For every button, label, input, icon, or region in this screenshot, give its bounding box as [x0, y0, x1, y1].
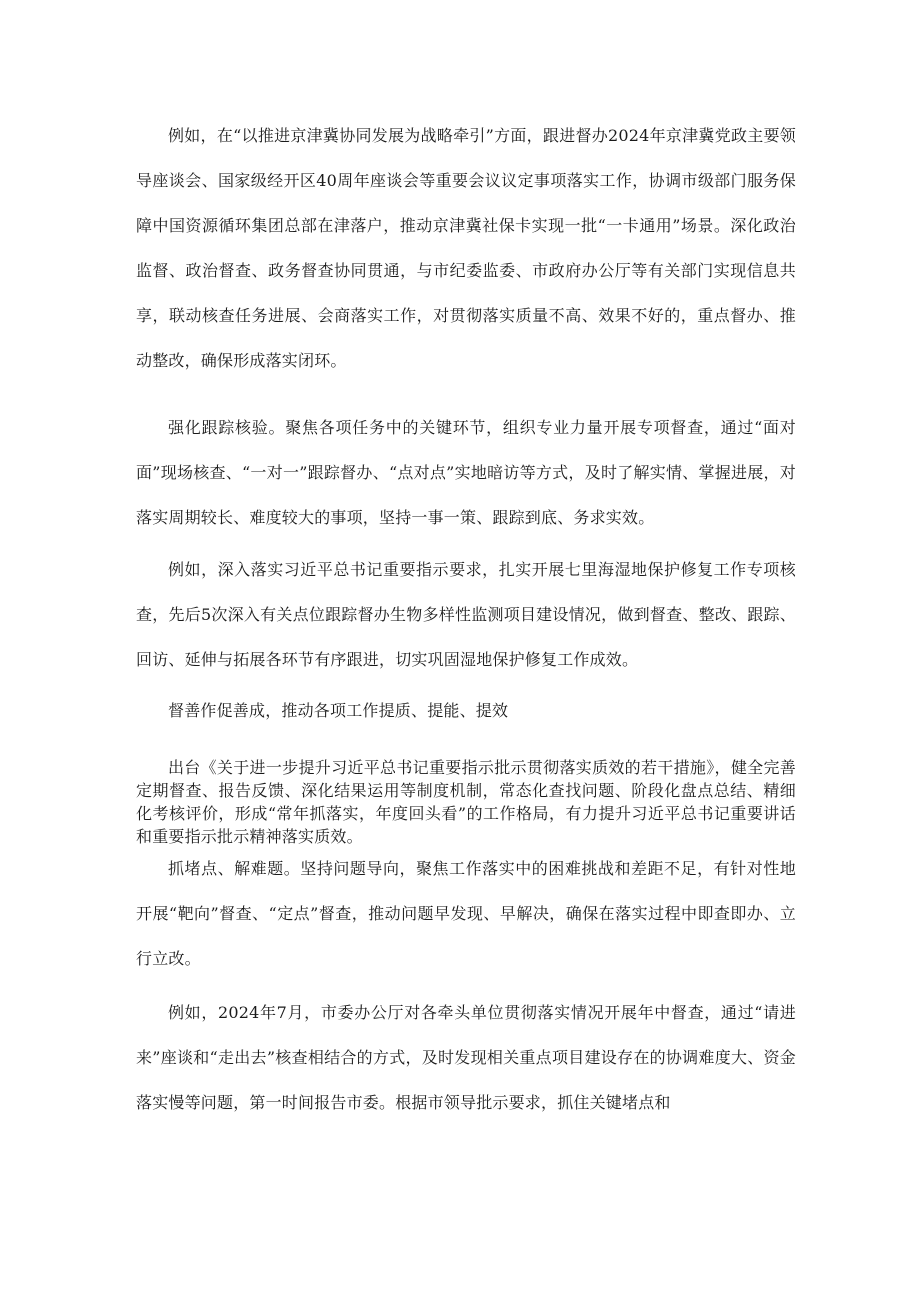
paragraph-measures: 出台《关于进一步提升习近平总书记重要指示批示贯彻落实质效的若干措施》，健全完善定期督查、报告反馈、深化结果运用等制度机制，常态化查找问题、阶段化盘点总结、精细化考核评价，形成“常年抓落实，年度回头看”的工作格局，有力提升习近平总书记重要讲话和重要指示批示精神落实质效。 — [136, 758, 796, 846]
paragraph-jingjinji-example: 例如，在“以推进京津冀协同发展为战略牵引”方面，跟进督办2024年京津冀党政主要领导座谈会、国家级经开区40周年座谈会等重要会议议定事项落实工作，协调市级部门服务保障中国资源循环集团总部在津落户，推动京津冀社保卡实现一批“一卡通用”场景。深化政治监督、政治督查、政务督查协同贯通，与市纪委监委、市政府办公厅等有关部门实现信息共享，联动核查任务进展、会商落实工作，对贯彻落实质量不高、效果不好的，重点督办、推动整改，确保形成落实闭环。 — [136, 126, 796, 370]
paragraph-midyear-example: 例如，2024年7月，市委办公厅对各牵头单位贯彻落实情况开展年中督查，通过“请进来”座谈和“走出去”核查相结合的方式，及时发现相关重点项目建设存在的协调难度大、资金落实慢等问题，第一时间报告市委。根据市领导批示要求，抓住关键堵点和 — [136, 1003, 796, 1112]
section-heading: 督善作促善成，推动各项工作提质、提能、提效 — [168, 701, 509, 720]
paragraph-problem-solving: 抓堵点、解难题。坚持问题导向，聚焦工作落实中的困难挑战和差距不足，有针对性地开展“靶向”督查、“定点”督查，推动问题早发现、早解决，确保在落实过程中即查即办、立行立改。 — [136, 859, 796, 968]
paragraph-tracking-verification: 强化跟踪核验。聚焦各项任务中的关键环节，组织专业力量开展专项督查，通过“面对面”现场核查、“一对一”跟踪督办、“点对点”实地暗访等方式，及时了解实情、掌握进展，对落实周期较长、难度较大的事项，坚持一事一策、跟踪到底、务求实效。 — [136, 418, 796, 527]
paragraph-qilihai-example: 例如，深入落实习近平总书记重要指示要求，扎实开展七里海湿地保护修复工作专项核查，先后5次深入有关点位跟踪督办生物多样性监测项目建设情况，做到督查、整改、跟踪、回访、延伸与拓展各环节有序跟进，切实巩固湿地保护修复工作成效。 — [136, 560, 796, 669]
